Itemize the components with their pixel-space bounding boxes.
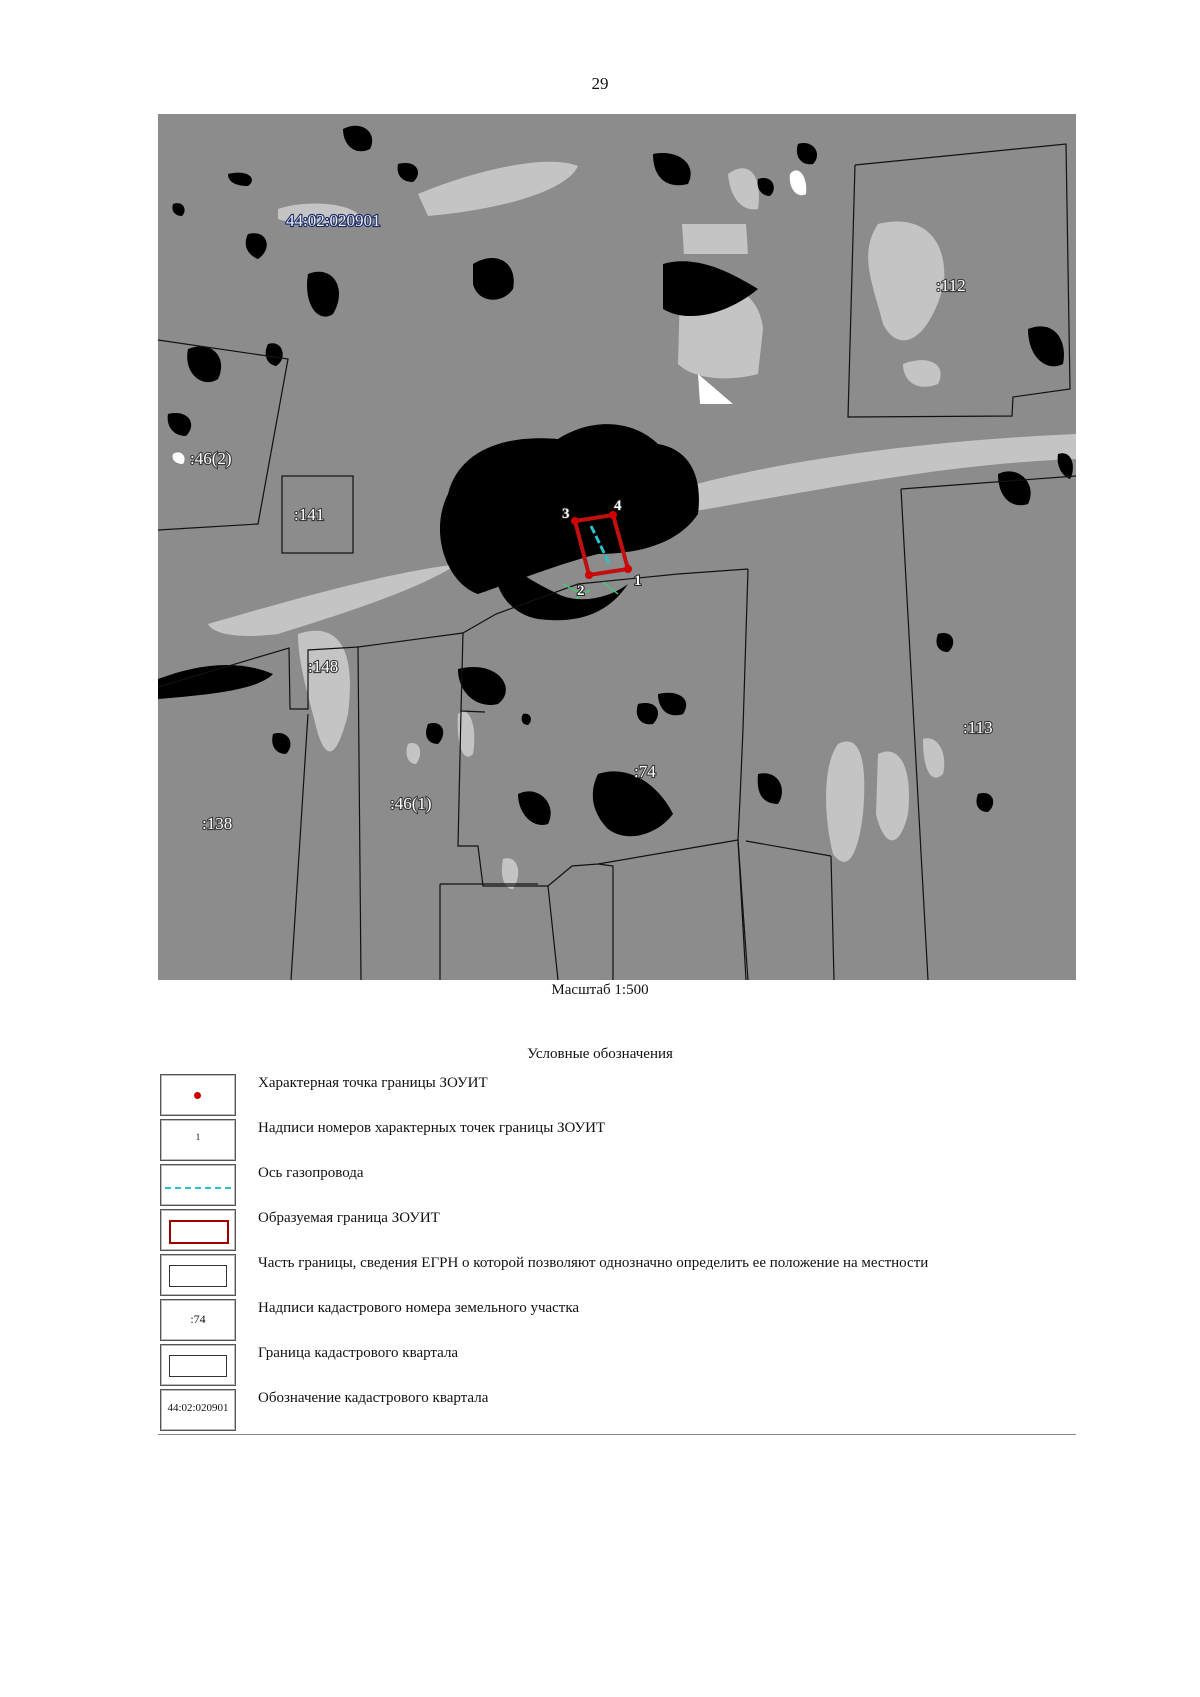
legend-item-cadastral-number [158,1297,1078,1342]
legend-sample [160,1164,236,1206]
rectangle-icon [169,1265,227,1287]
map-canvas [158,114,1076,980]
parcel-label-46-1: :46(1) [390,794,432,813]
legend-sample [160,1389,236,1431]
legend-sample [160,1254,236,1296]
legend-item-zouit-boundary [158,1207,1078,1252]
red-rectangle-icon [169,1220,229,1244]
parcel-label-113: :113 [963,718,993,737]
legend-item-point-number [158,1117,1078,1162]
legend [158,1072,1078,1432]
legend-title: Условные обозначения [527,1046,673,1062]
dark-areas [158,126,1073,836]
parcel-label-74: :74 [634,762,656,781]
legend-sample [160,1074,236,1116]
legend-item-point [158,1072,1078,1117]
parcel-label-148: :148 [308,657,339,676]
point-number-3: 3 [562,506,570,522]
quarter-label: 44:02:020901 [286,211,381,230]
dashed-line-icon [165,1187,231,1189]
legend-text: Надписи кадастрового номера земельного участка [258,1300,580,1316]
legend-sample [160,1299,236,1341]
legend-sample-cadnum: :74 [190,1312,206,1326]
point-number-2: 2 [577,583,585,599]
legend-item-quarter-boundary [158,1342,1078,1387]
legend-text: Образуемая граница ЗОУИТ [258,1210,440,1226]
red-dot-icon [194,1092,201,1099]
legend-text: Ось газопровода [258,1165,364,1181]
legend-text: Часть границы, сведения ЕГРН о которой позволяют однозначно определить ее положение на местности [258,1255,929,1271]
point-number-4: 4 [614,498,622,514]
legend-sample [160,1119,236,1161]
parcel-label-138: :138 [202,814,233,833]
bottom-rule [158,1434,1076,1435]
legend-item-gas-axis [158,1162,1078,1207]
parcel-label-112: :112 [936,276,966,295]
cadastral-map[interactable] [158,114,1076,980]
legend-sample-number: 1 [195,1132,201,1142]
legend-text: Граница кадастрового квартала [258,1345,459,1361]
legend-item-quarter-label [158,1387,1078,1432]
point-number-1: 1 [634,573,642,589]
page-number: 29 [591,74,609,93]
legend-text: Характерная точка границы ЗОУИТ [258,1075,488,1091]
legend-text: Надписи номеров характерных точек границы ЗОУИТ [258,1120,606,1136]
parcel-label-46-2: :46(2) [190,449,232,468]
legend-sample [160,1344,236,1386]
rectangle-icon [169,1355,227,1377]
legend-item-egrn-boundary [158,1252,1078,1297]
legend-text: Обозначение кадастрового квартала [258,1390,489,1406]
legend-sample [160,1209,236,1251]
legend-sample-quarter: 44:02:020901 [167,1402,229,1414]
parcel-label-141: :141 [294,505,325,524]
map-scale: Масштаб 1:500 [551,982,649,998]
